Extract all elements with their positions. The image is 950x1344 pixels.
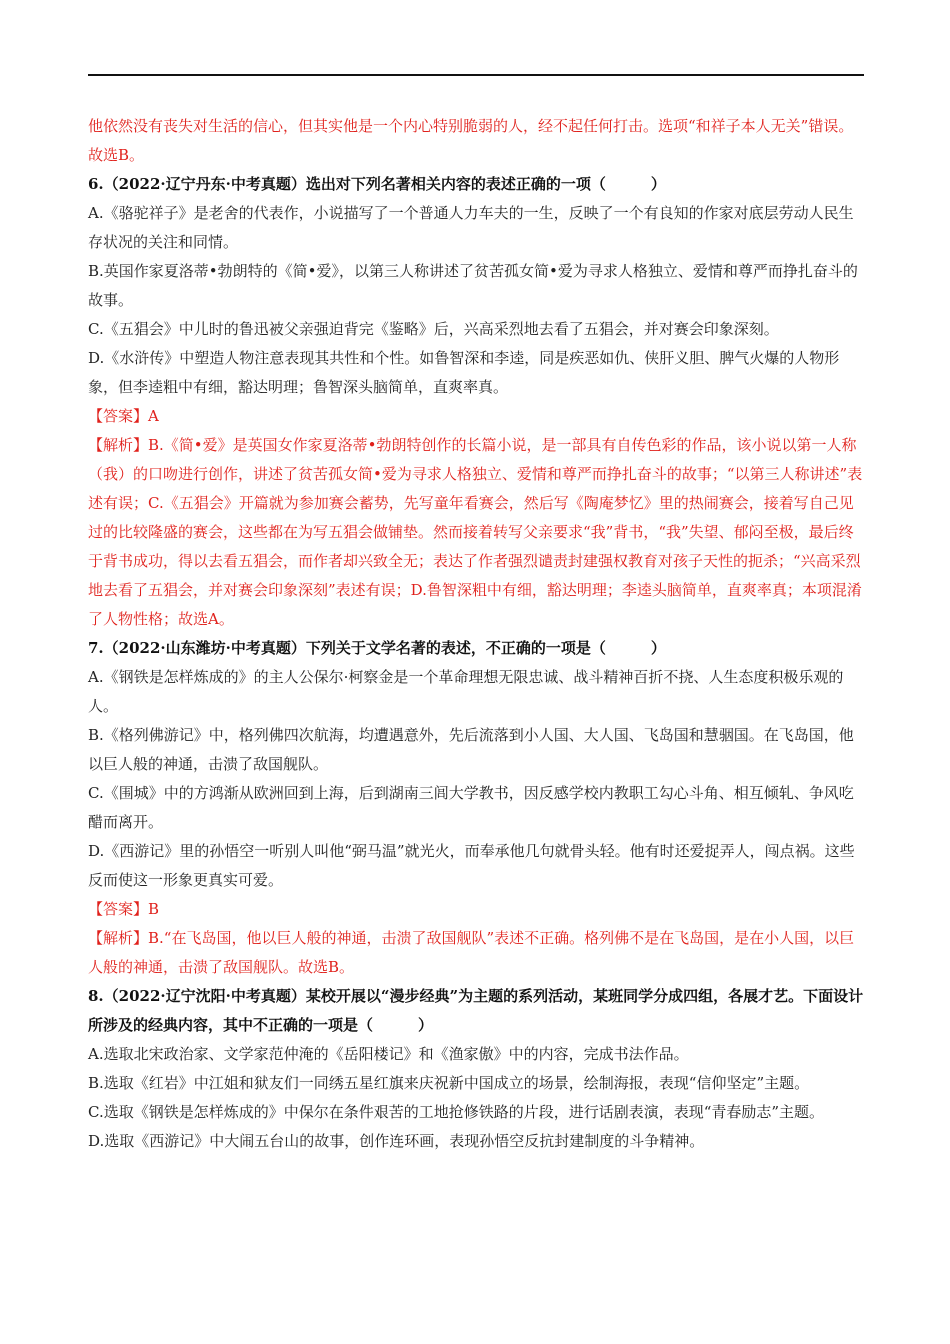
question-8-stem: 8.（2022·辽宁沈阳·中考真题）某校开展以“漫步经典”为主题的系列活动，某班同学分成四组，各展才艺。下面设计所涉及的经典内容，其中不正确的一项是（ ） — [88, 987, 864, 1034]
question-6-answer: 【答案】A — [88, 407, 159, 425]
question-7-option-d: D.《西游记》里的孙悟空一听别人叫他“弼马温”就光火，而奉承他几句就骨头轻。他有时还爱捉弄人，闯点祸。这些反而使这一形象更真实可爱。 — [88, 842, 855, 889]
question-6-explanation: 【解析】B.《简•爱》是英国女作家夏洛蒂•勃朗特创作的长篇小说，是一部具有自传色彩的作品，该小说以第一人称（我）的口吻进行创作，讲述了贫苦孤女简•爱为寻求人格独立、爱情和尊严而挣扎奋斗的故事；“以第三人称讲述”表述有误；C.《五猖会》开篇就为参加赛会蓄势，先写童年看赛会，然后写《陶庵梦忆》里的热闹赛会，接着写自己见过的比较隆盛的赛会，这些都在为写五猖会做铺垫。然而接着转写父亲要求“我”背书，“我”失望、郁闷至极，最后终于背书成功，得以去看五猖会，而作者却兴致全无；表达了作者强烈谴责封建强权教育对孩子天性的扼杀；“兴高采烈地去看了五猖会，并对赛会印象深刻”表述有误；D.鲁智深粗中有细，豁达明理；李逵头脑简单，直爽率真；本项混淆了人物性格；故选A。 — [88, 436, 863, 628]
question-6-option-c: C.《五猖会》中儿时的鲁迅被父亲强迫背完《鉴略》后，兴高采烈地去看了五猖会，并对赛会印象深刻。 — [88, 320, 779, 338]
question-8-option-a: A.选取北宋政治家、文学家范仲淹的《岳阳楼记》和《渔家傲》中的内容，完成书法作品。 — [88, 1045, 689, 1063]
question-7-explanation: 【解析】B.“在飞岛国，他以巨人般的神通，击溃了敌国舰队”表述不正确。格列佛不是在飞岛国，是在小人国，以巨人般的神通，击溃了敌国舰队。故选B。 — [88, 929, 855, 976]
intro-explanation: 他依然没有丧失对生活的信心，但其实他是一个内心特别脆弱的人，经不起任何打击。选项“和祥子本人无关”错误。故选B。 — [88, 117, 854, 164]
question-6-stem: 6.（2022·辽宁丹东·中考真题）选出对下列名著相关内容的表述正确的一项（ ） — [88, 175, 666, 193]
question-6-option-b: B.英国作家夏洛蒂•勃朗特的《简•爱》，以第三人称讲述了贫苦孤女简•爱为寻求人格独立、爱情和尊严而挣扎奋斗的故事。 — [88, 262, 858, 309]
question-7-stem: 7.（2022·山东潍坊·中考真题）下列关于文学名著的表述，不正确的一项是（ ） — [88, 639, 666, 657]
question-7-answer: 【答案】B — [88, 900, 160, 918]
question-7-option-b: B.《格列佛游记》中，格列佛四次航海，均遭遇意外，先后流落到小人国、大人国、飞岛国和慧骃国。在飞岛国，他以巨人般的神通，击溃了敌国舰队。 — [88, 726, 854, 773]
question-7-option-a: A.《钢铁是怎样炼成的》的主人公保尔·柯察金是一个革命理想无限忠诚、战斗精神百折不挠、人生态度积极乐观的人。 — [88, 668, 844, 715]
header-rule — [88, 74, 864, 76]
question-7-option-c: C.《围城》中的方鸿渐从欧洲回到上海，后到湖南三闾大学教书，因反感学校内教职工勾心斗角、相互倾轧、争风吃醋而离开。 — [88, 784, 854, 831]
question-8-option-c: C.选取《钢铁是怎样炼成的》中保尔在条件艰苦的工地抢修铁路的片段，进行话剧表演，表现“青春励志”主题。 — [88, 1103, 825, 1121]
question-8-option-d: D.选取《西游记》中大闹五台山的故事，创作连环画，表现孙悟空反抗封建制度的斗争精神。 — [88, 1132, 705, 1150]
question-6-option-d: D.《水浒传》中塑造人物注意表现其共性和个性。如鲁智深和李逵，同是疾恶如仇、侠肝义胆、脾气火爆的人物形象，但李逵粗中有细，豁达明理；鲁智深头脑简单，直爽率真。 — [88, 349, 840, 396]
question-6-option-a: A.《骆驼祥子》是老舍的代表作，小说描写了一个普通人力车夫的一生，反映了一个有良知的作家对底层劳动人民生存状况的关注和同情。 — [88, 204, 854, 251]
question-8-option-b: B.选取《红岩》中江姐和狱友们一同绣五星红旗来庆祝新中国成立的场景，绘制海报，表现“信仰坚定”主题。 — [88, 1074, 810, 1092]
document-body — [88, 112, 864, 1156]
